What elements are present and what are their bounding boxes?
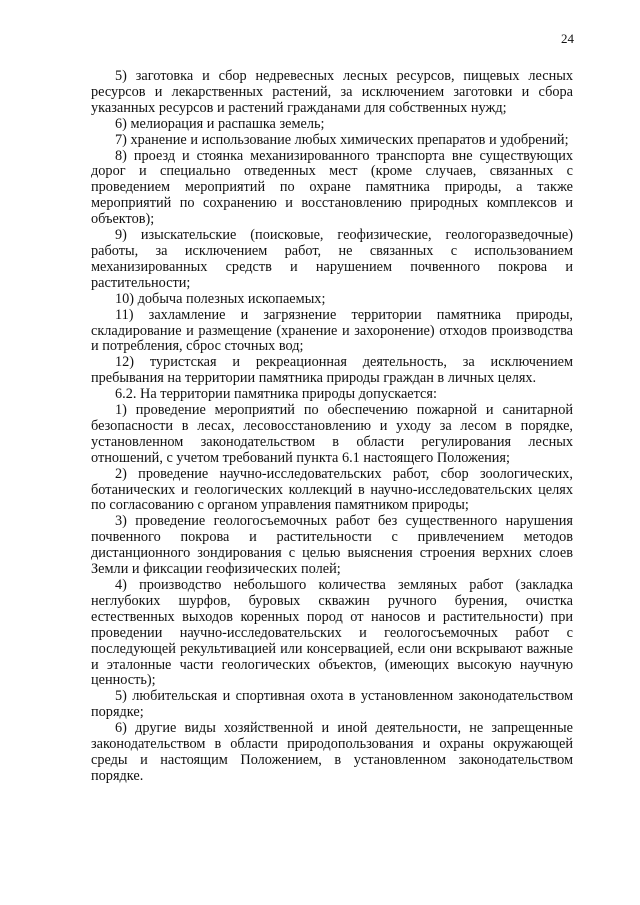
paragraph: 10) добыча полезных ископаемых; — [115, 290, 326, 307]
paragraph: 8) проезд и стоянка механизированного транспорта вне существующих дорог и специально отведенных мест (кроме случаев, связанных с проведением мероприятий по охране памятника природы, а также мероприятий по сохранению и восстановлению природных комплексов и объектов); — [91, 147, 573, 228]
paragraph: 4) производство небольшого количества земляных работ (закладка неглубоких шурфов, буровых скважин ручного бурения, очистка естественных выходов коренных пород от наносов и растительности) при проведении научно-исследовательских и геологосъемочных работ с последующей рекультивацией или консервацией, если они вскрывают важные и эталонные части геологических объектов, (имеющих высокую научную ценность); — [91, 577, 573, 689]
paragraph: 7) хранение и использование любых химических препаратов и удобрений; — [115, 131, 569, 148]
paragraph: 1) проведение мероприятий по обеспечению пожарной и санитарной безопасности в лесах, лесовосстановлению и уходу за лесом в порядке, установленном законодательством в области регулирования лесных отношений, с учетом требований пункта 6.1 настоящего Положения; — [91, 402, 573, 466]
paragraph: 2) проведение научно-исследовательских работ, сбор зоологических, ботанических и геологических коллекций в научно-исследовательских целях по согласованию с органом управления памятником природы; — [91, 465, 573, 514]
paragraph: 6) мелиорация и распашка земель; — [115, 115, 325, 132]
paragraph: 5) заготовка и сбор недревесных лесных ресурсов, пищевых лесных ресурсов и лекарственных растений, за исключением заготовки и сбора указанных ресурсов и растений гражданами для собственных нужд; — [91, 68, 573, 116]
paragraph: 12) туристская и рекреационная деятельность, за исключением пребывания на территории памятника природы граждан в личных целях. — [91, 354, 573, 387]
paragraph: 3) проведение геологосъемочных работ без существенного нарушения почвенного покрова и растительности с привлечением методов дистанционного зондирования с целью выяснения строения верхних слоев Земли и фиксации геофизических полей; — [91, 513, 573, 578]
paragraph: 11) захламление и загрязнение территории памятника природы, складирование и размещение (хранение и захоронение) отходов производства и потребления, сброс сточных вод; — [91, 306, 573, 355]
paragraph: 6) другие виды хозяйственной и иной деятельности, не запрещенные законодательством в области природопользования и охраны окружающей среды и настоящим Положением, в установленном законодательством порядке. — [91, 720, 573, 784]
document-body — [91, 69, 573, 785]
section-heading: 6.2. На территории памятника природы допускается: — [115, 386, 437, 403]
page-number: 24 — [561, 31, 574, 46]
paragraph: 5) любительская и спортивная охота в установленном законодательством порядке; — [91, 688, 573, 721]
paragraph: 9) изыскательские (поисковые, геофизические, геологоразведочные) работы, за исключением работ, не связанных с использованием механизированных средств и нарушением почвенного покрова и растительности; — [91, 227, 573, 291]
